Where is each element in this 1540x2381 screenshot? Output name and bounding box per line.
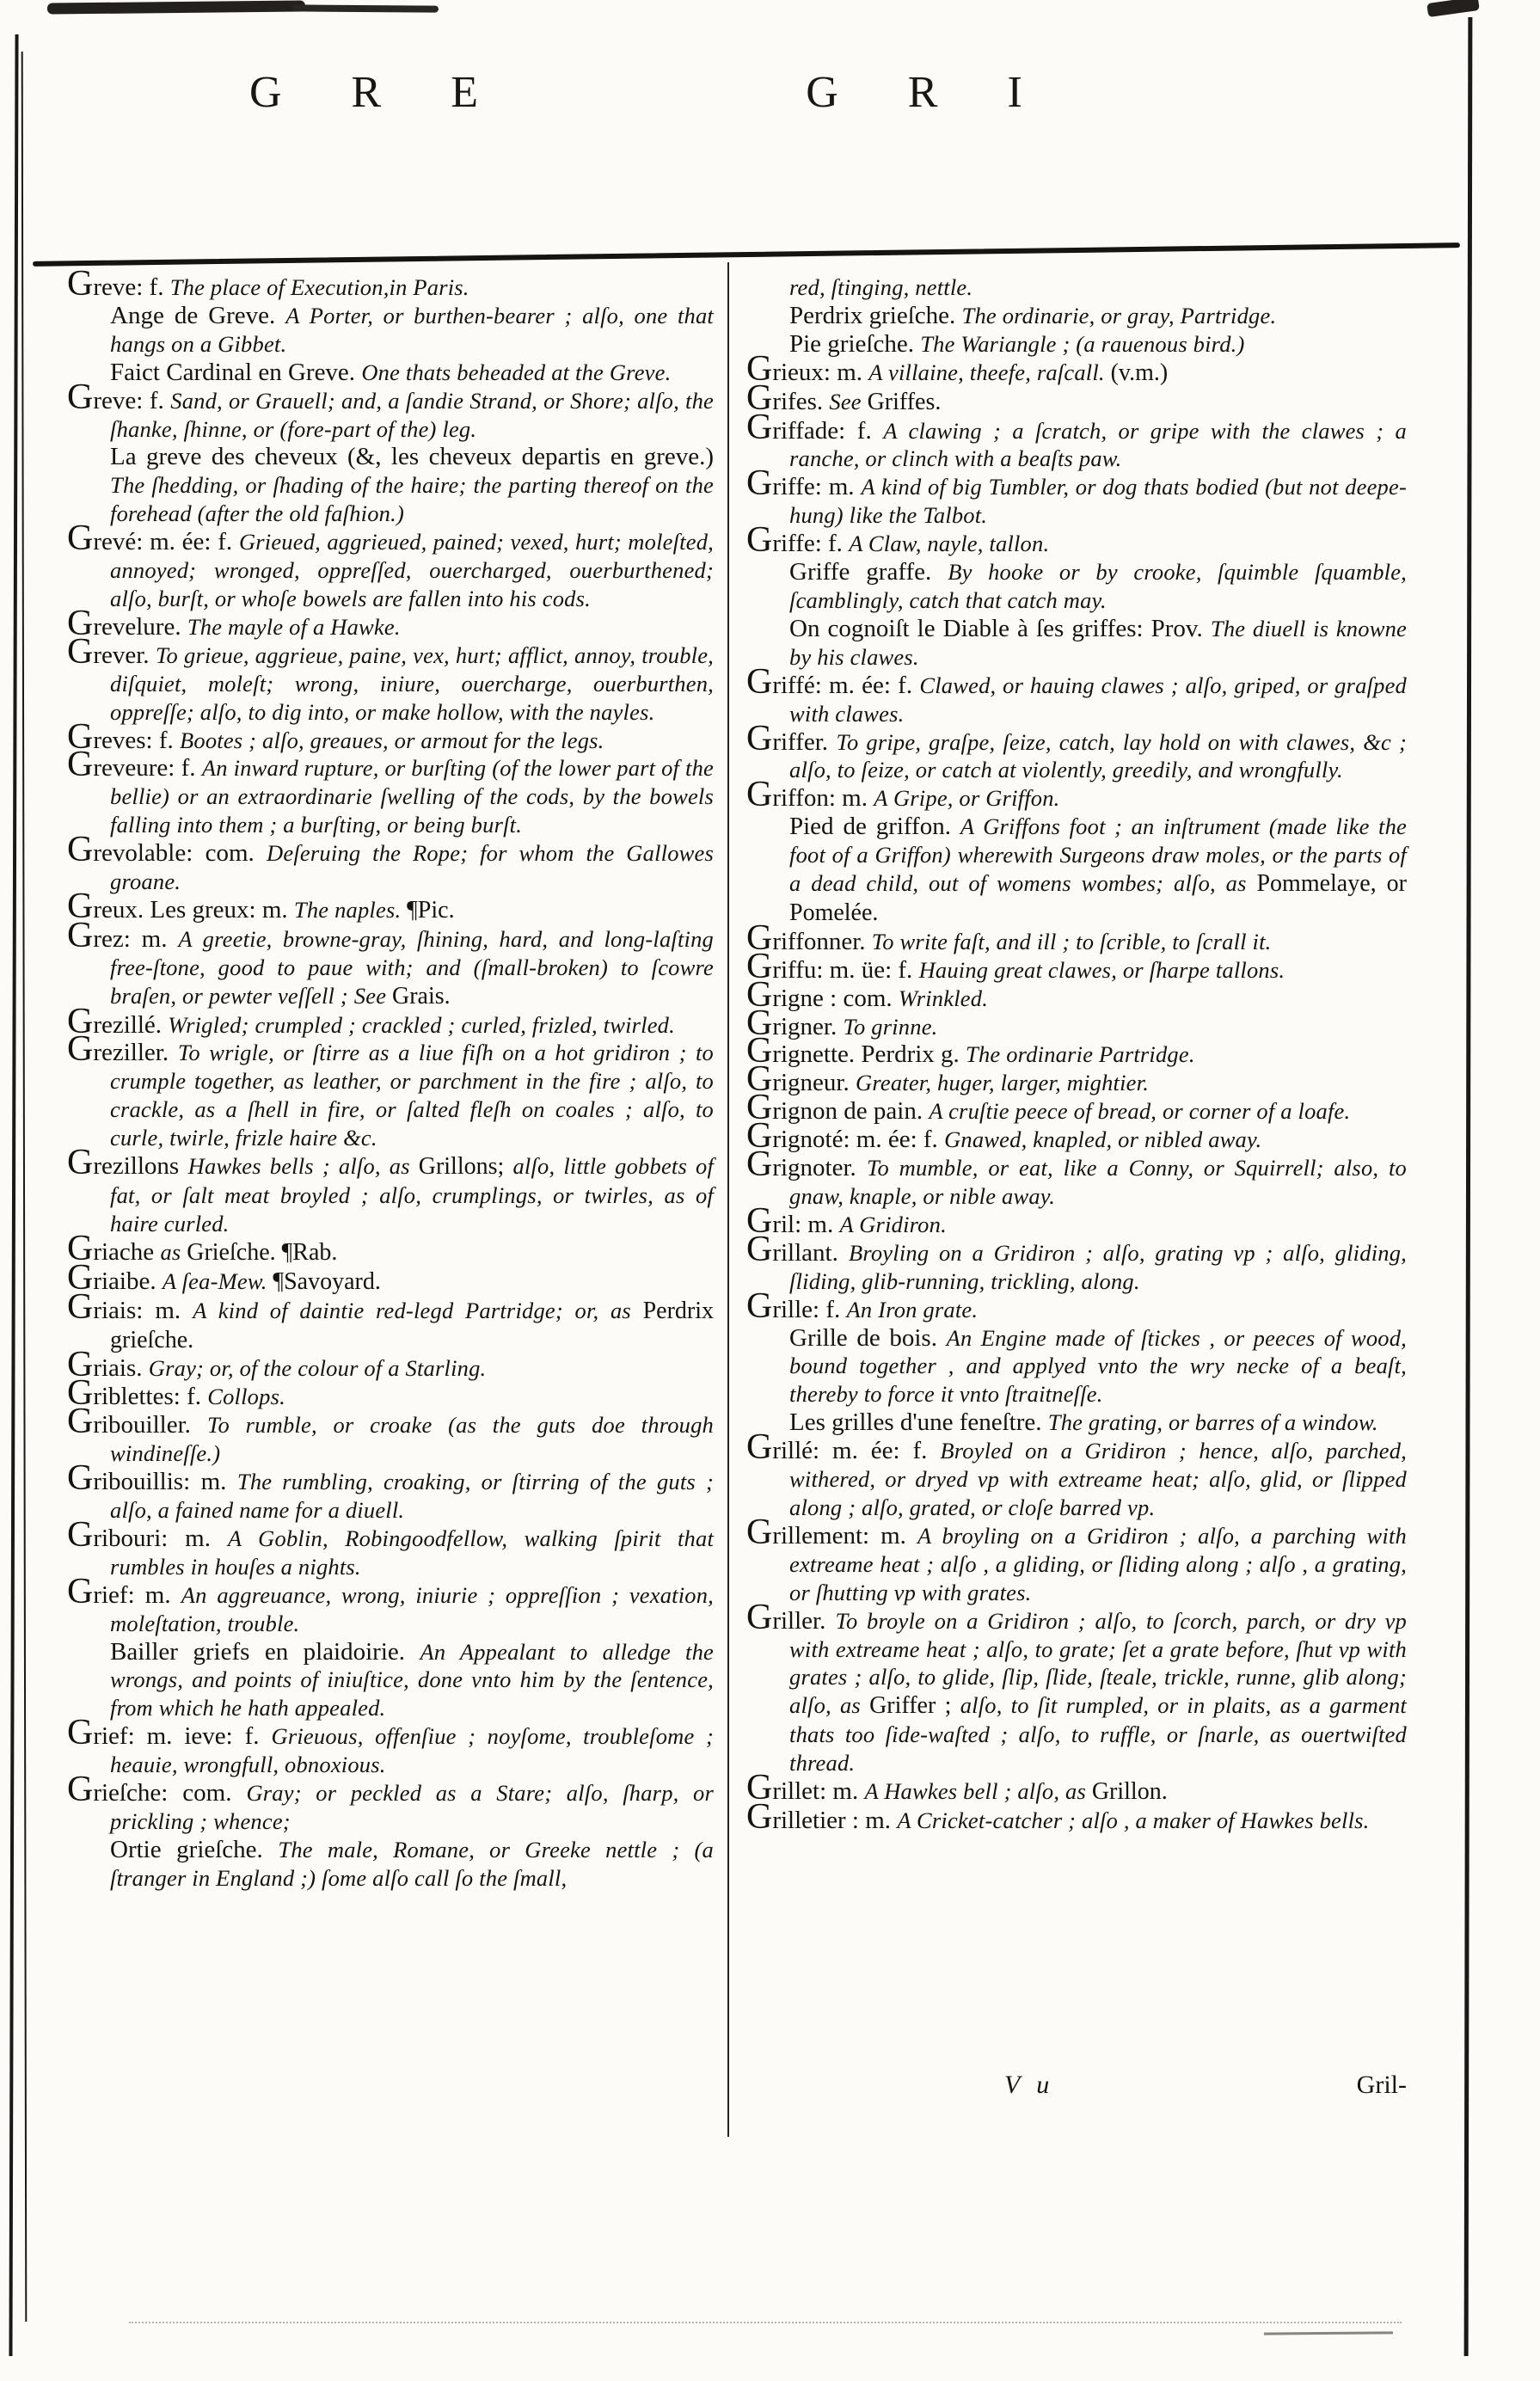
headword-initial: G xyxy=(67,1143,94,1183)
headword-initial: G xyxy=(67,519,94,559)
entry-headword: Grigneur. xyxy=(746,1059,856,1100)
headword-initial: G xyxy=(746,1597,773,1637)
headword-initial: G xyxy=(67,1029,94,1070)
entry-definition: ¶Pic. xyxy=(407,896,455,924)
headword-initial: G xyxy=(67,1286,94,1327)
entry-headword: Grevelure. xyxy=(67,603,187,643)
entry-definition: The diuell is knowne by his clawes. xyxy=(789,615,1407,670)
entry-headword: Griffade: f. xyxy=(746,407,884,447)
column-divider-rule xyxy=(727,262,729,2137)
dictionary-entry xyxy=(67,1514,715,1581)
entry-headword: Grezillé. xyxy=(67,1001,169,1041)
entry-definition: A Hawkes bell ; alſo, as xyxy=(864,1778,1092,1805)
headword-initial: G xyxy=(746,974,773,1015)
header-rule xyxy=(33,242,1460,267)
entry-definition: Griffes. xyxy=(867,388,942,415)
entry-definition: red, ſtinging, nettle. xyxy=(789,274,973,300)
entry-headword: Griller. xyxy=(746,1597,836,1637)
dictionary-entry xyxy=(67,1029,714,1152)
entry-headword: Griffe: f. xyxy=(746,520,850,561)
entry-headword: On cognoiſt le Diable à ſes griffes: Prov. xyxy=(789,614,1211,642)
entry-definition: Grieſche. ¶Rab. xyxy=(187,1238,338,1266)
entry-headword: Griais. xyxy=(67,1345,149,1385)
entry-headword: Grignette. Perdrix g. xyxy=(746,1031,966,1071)
dictionary-subentry xyxy=(746,813,1407,928)
entry-definition: An Appealant to alledge the wrongs, and points of iniuſtice, done vnto him by the ſentence, from which he hath appealed. xyxy=(110,1638,714,1721)
entry-definition: A Goblin, Robingoodfellow, walking ſpirit that rumbles in houſes a nights. xyxy=(110,1525,715,1580)
page-border-right xyxy=(1464,17,1473,2356)
entry-definition: (v.m.) xyxy=(1110,359,1169,386)
entry-definition: To broyle on a Gridiron ; alſo, to ſcorch, parch, or dry vp with extreame heat ; alſo, to grate; ſet a grate before, ſhut vp with grates ; alſo, to glide, ſlip, ſlide, ſteale, trickle, runne, glib along; alſo, as xyxy=(789,1607,1407,1719)
headword-initial: G xyxy=(67,1373,94,1414)
headword-initial: G xyxy=(67,264,94,304)
headword-initial: G xyxy=(746,348,773,389)
dictionary-subentry xyxy=(746,273,1407,302)
headword-initial: G xyxy=(746,1003,773,1043)
entry-definition: A cruſtie peece of bread, or corner of a loafe. xyxy=(929,1098,1351,1125)
dictionary-entry xyxy=(67,377,714,444)
entry-headword: Grignoté: m. ée: f. xyxy=(746,1116,945,1157)
entry-definition: A Porter, or burthen-bearer ; alſo, one that hangs on a Gibbet. xyxy=(110,302,714,357)
dictionary-entry xyxy=(67,264,714,304)
entry-definition: Grillon. xyxy=(1091,1778,1168,1806)
headword-initial: G xyxy=(746,1116,773,1157)
entry-definition: A Griffons foot ; an inſtrument (made like the foot of a Griffon) wherewith Surgeons draw moles, or the parts of a dead child, out of womens wombes; alſo, as xyxy=(789,813,1407,897)
dictionary-entry xyxy=(67,1345,714,1385)
headword-initial: G xyxy=(746,1768,773,1808)
dictionary-entry xyxy=(746,407,1407,474)
entry-definition: ¶Savoyard. xyxy=(273,1267,381,1295)
entry-headword: Grief: m. ieve: f. xyxy=(67,1713,272,1753)
entry-headword: Grilletier : m. xyxy=(746,1796,898,1837)
headword-initial: G xyxy=(746,946,773,986)
dictionary-entry xyxy=(746,1088,1407,1128)
entry-definition: Grieued, aggrieued, pained; vexed, hurt; moleſted, annoyed; wronged, oppreſſed, ouercharged, ouerburthened; alſo, burſt, or whoſe bowels are fallen into his cods. xyxy=(110,529,714,611)
dictionary-entry xyxy=(746,974,1407,1015)
entry-definition: The naples. xyxy=(293,896,408,923)
dictionary-entry xyxy=(67,1402,714,1468)
entry-definition: A greetie, browne-gray, ſhining, hard, and long-laſting free-ſtone, good to paue with; and (ſmall-broken) to ſcowre braſen, or pewter veſſell ; See xyxy=(110,925,715,1009)
entry-definition: The mayle of a Hawke. xyxy=(187,613,401,640)
dictionary-entry xyxy=(746,1116,1407,1157)
headword-initial: G xyxy=(67,830,94,870)
entry-headword: Perdrix grieſche. xyxy=(789,301,962,329)
entry-definition: To grieue, aggrieue, paine, vex, hurt; afflict, annoy, trouble, diſquiet, moleſt; wrong, iniure, ouercharge, ouerburthen, oppreſſe; alſo, to dig into, or make hollow, with the nayles. xyxy=(110,641,714,725)
headword-initial: G xyxy=(746,377,773,418)
entry-definition: A kind of big Tumbler, or dog thats bodied (but not deepe-hung) like the Talbot. xyxy=(789,474,1407,529)
scan-smudge xyxy=(1426,0,1480,17)
entry-headword: Grignoter. xyxy=(746,1144,867,1185)
entry-definition: To wrigle, or ſtirre as a liue fiſh on a hot gridiron ; to crumple together, as leather, or parchment in the fire ; alſo, to crackle, as a ſhell in fire, or ſalted fleſh on coales ; alſo, to curle, twirle, frizle haire &c. xyxy=(110,1040,714,1151)
entry-definition: Deſeruing the Rope; for whom the Gallowes groane. xyxy=(110,840,714,895)
entry-definition: A Claw, nayle, tallon. xyxy=(849,531,1050,557)
entry-definition: A Gridiron. xyxy=(839,1211,947,1237)
dictionary-entry xyxy=(67,1458,714,1525)
entry-definition: alſo, to ſit rumpled, or in plaits, as a garment thats too ſide-waſted ; alſo, to ruffle, or ſnarle, as ouertwiſted thread. xyxy=(789,1692,1407,1777)
scan-smudge xyxy=(292,4,439,12)
entry-headword: Grillement: m. xyxy=(746,1512,917,1552)
dictionary-entry xyxy=(67,830,714,896)
dictionary-entry xyxy=(746,1003,1407,1043)
entry-definition: By hooke or by crooke, ſquimble ſquamble, ſcamblingly, catch that catch may. xyxy=(789,559,1407,613)
entry-headword: Grillet: m. xyxy=(746,1768,865,1808)
headword-initial: G xyxy=(746,917,773,958)
entry-definition: The grating, or barres of a window. xyxy=(1047,1409,1378,1436)
dictionary-entry xyxy=(746,1229,1407,1296)
entry-headword: Ortie grieſche. xyxy=(110,1835,279,1863)
left-column xyxy=(67,264,715,1893)
entry-headword: Greve: f. xyxy=(67,377,171,417)
headword-initial: G xyxy=(746,520,773,561)
dictionary-subentry xyxy=(67,443,714,528)
headword-initial: G xyxy=(746,1286,773,1326)
headword-initial: G xyxy=(67,1571,94,1611)
headword-initial: G xyxy=(67,716,94,757)
entry-headword: Gribouri: m. xyxy=(67,1514,228,1555)
entry-definition: An Iron grate. xyxy=(846,1296,979,1322)
entry-definition: A broyling on a Gridiron ; alſo, a parching with extreame heat ; alſo , a gliding, or ſliding along ; alſo , a grating, or ſhutting vp with grates. xyxy=(789,1522,1407,1605)
dictionary-entry xyxy=(746,1512,1407,1607)
entry-headword: Griffu: m. üe: f. xyxy=(746,946,919,986)
headword-initial: G xyxy=(746,1059,773,1100)
entry-headword: Gribouillis: m. xyxy=(67,1458,237,1499)
headword-initial: G xyxy=(67,1514,94,1555)
entry-definition: A villaine, theefe, raſcall. xyxy=(868,359,1111,385)
entry-definition: Hawkes bells ; alſo, as xyxy=(187,1153,419,1180)
dictionary-entry xyxy=(746,520,1407,561)
entry-headword: Griffé: m. ée: f. xyxy=(746,661,920,702)
entry-definition: Clawed, or hauing clawes ; alſo, griped, or graſped with clawes. xyxy=(789,672,1408,727)
dictionary-subentry xyxy=(67,1638,714,1723)
dictionary-subentry xyxy=(746,330,1407,359)
entry-definition: alſo, little gobbets of fat, or ſalt meat broyled ; alſo, crumplings, or twirles, as of haire curled. xyxy=(110,1153,715,1237)
headword-initial: G xyxy=(746,1229,773,1269)
dictionary-entry xyxy=(67,745,714,839)
headword-initial: G xyxy=(746,463,773,504)
entry-definition: Grieuous, offenſiue ; noyſome, troubleſome ; heauie, wrongfull, obnoxious. xyxy=(110,1723,715,1778)
headword-initial: G xyxy=(746,661,773,702)
dictionary-entry xyxy=(67,1143,715,1238)
entry-headword: Griffe: m. xyxy=(746,463,862,504)
entry-definition: One thats beheaded at the Greve. xyxy=(361,359,672,385)
signature-mark: V u xyxy=(1004,2071,1055,2099)
entry-headword: Pie grieſche. xyxy=(789,329,921,358)
entry-headword: Grez: m. xyxy=(67,915,179,955)
dictionary-entry xyxy=(67,1228,714,1268)
entry-headword: Griffer. xyxy=(746,718,837,758)
entry-headword: Grevé: m. ée: f. xyxy=(67,519,239,559)
entry-definition: To write faſt, and ill ; to ſcrible, to ſcrall it. xyxy=(871,928,1272,954)
headword-initial: G xyxy=(746,407,773,447)
headword-initial: G xyxy=(746,1200,773,1241)
dictionary-entry xyxy=(67,1286,714,1355)
dictionary-subentry xyxy=(746,1324,1407,1409)
entry-definition: Gray; or, of the colour of a Starling. xyxy=(148,1355,487,1382)
dictionary-entry xyxy=(67,1713,715,1779)
entry-definition: Hauing great clawes, or ſharpe tallons. xyxy=(918,956,1285,983)
dictionary-entry xyxy=(67,1571,715,1638)
entry-headword: Grillé: m. ée: f. xyxy=(746,1427,941,1468)
running-head-right: G R I xyxy=(806,68,1052,117)
headword-initial: G xyxy=(746,1427,773,1468)
entry-headword: Greves: f. xyxy=(67,716,180,757)
entry-definition: The ordinarie Partridge. xyxy=(966,1041,1195,1068)
entry-definition: Wrinkled. xyxy=(898,985,989,1011)
entry-headword: Grifes. xyxy=(746,377,830,418)
right-column xyxy=(746,273,1407,1835)
headword-initial: G xyxy=(67,1713,94,1753)
catchword: Gril- xyxy=(1356,2071,1407,2099)
dictionary-subentry xyxy=(746,302,1407,330)
entry-definition: A Gripe, or Griffon. xyxy=(874,785,1060,812)
entry-headword: Grille de bois. xyxy=(789,1323,947,1352)
headword-initial: G xyxy=(67,603,94,643)
entry-definition: To gripe, graſpe, ſeize, catch, lay hold on with clawes, &c ; alſo, to ſeize, or catch at violently, greedily, and wrongfully. xyxy=(789,728,1407,783)
dictionary-entry xyxy=(746,1597,1407,1777)
running-head-left: G R E xyxy=(249,68,507,117)
entry-definition: Griffer ; xyxy=(869,1692,960,1720)
entry-headword: Griache xyxy=(67,1228,161,1268)
dictionary-entry xyxy=(746,1144,1407,1211)
dictionary-entry xyxy=(746,1796,1407,1837)
entry-definition: Broyling on a Gridiron ; alſo, grating vp ; alſo, gliding, ſliding, glib-running, trickling, along. xyxy=(789,1239,1407,1294)
dictionary-entry xyxy=(746,1031,1407,1071)
entry-headword: Greux. Les greux: m. xyxy=(67,886,294,926)
headword-initial: G xyxy=(67,1228,94,1268)
entry-definition: A clawing ; a ſcratch, or gripe with the clawes ; a ranche, or clinch with a beaſts paw. xyxy=(789,417,1407,472)
dictionary-entry xyxy=(746,718,1407,785)
entry-definition: Sand, or Grauell; and, a ſandie Strand, or Shore; alſo, the ſhanke, ſhinne, or (fore-part of the) leg. xyxy=(110,387,714,442)
entry-headword: Grille: f. xyxy=(746,1286,847,1326)
entry-definition: as xyxy=(160,1238,187,1265)
dictionary-entry xyxy=(67,886,714,926)
dictionary-entry xyxy=(67,1001,714,1041)
entry-headword: Griffe graffe. xyxy=(789,558,948,586)
entry-definition: The male, Romane, or Greeke nettle ; (a ſtranger in England ;) ſome alſo call ſo the ſmall, xyxy=(110,1836,714,1891)
dictionary-entry xyxy=(746,463,1407,530)
dictionary-entry xyxy=(746,1768,1407,1808)
entry-definition: To grinne. xyxy=(843,1013,938,1040)
headword-initial: G xyxy=(746,1796,773,1837)
headword-initial: G xyxy=(67,1257,94,1298)
headword-initial: G xyxy=(67,1458,94,1499)
headword-initial: G xyxy=(67,1001,94,1041)
entry-headword: Grigne : com. xyxy=(746,974,899,1015)
entry-headword: Grignon de pain. xyxy=(746,1088,930,1128)
entry-definition: A Cricket-catcher ; alſo , a maker of Hawkes bells. xyxy=(897,1807,1370,1833)
dictionary-subentry xyxy=(746,1408,1407,1437)
entry-definition: Gnawed, knapled, or nibled away. xyxy=(944,1126,1262,1153)
entry-definition: An inward rupture, or burſting (of the lower part of the bellie) or an extraordinarie ſwelling of the cods, by the bowels falling into them ; a burſting, or being burſt. xyxy=(110,755,714,838)
headword-initial: G xyxy=(746,1088,773,1128)
dictionary-entry xyxy=(746,661,1408,728)
entry-headword: Grillant. xyxy=(746,1229,849,1269)
scan-smudge xyxy=(47,0,305,14)
entry-headword: Griaibe. xyxy=(67,1257,163,1298)
entry-definition: To mumble, or eat, like a Conny, or Squirrell; also, to gnaw, knaple, or nible away. xyxy=(789,1155,1407,1209)
headword-initial: G xyxy=(67,915,94,955)
dictionary-entry xyxy=(67,716,714,757)
entry-headword: Griffonner. xyxy=(746,917,872,958)
entry-definition: An Engine made of ſtickes , or peeces of wood, bound together , and applyed vnto the wry necke of a beaſt, thereby to force it vnto ſtraitneſſe. xyxy=(789,1324,1408,1408)
dictionary-entry xyxy=(746,946,1407,986)
entry-headword: La greve des cheveux (&, les cheveux departis en greve.) xyxy=(110,443,714,471)
entry-headword: Les grilles d'une feneſtre. xyxy=(789,1408,1048,1437)
entry-headword: Griblettes: f. xyxy=(67,1373,208,1414)
entry-headword: Bailler griefs en plaidoirie. xyxy=(110,1637,420,1666)
entry-definition: An aggreuance, wrong, iniurie ; oppreſſion ; vexation, moleſtation, trouble. xyxy=(110,1581,715,1636)
scan-artifact-bottom-dots xyxy=(129,2322,1402,2323)
entry-headword: Grezillons xyxy=(67,1143,188,1183)
dictionary-entry xyxy=(67,631,714,727)
entry-definition: The ſhedding, or ſhading of the haire; the parting thereof on the forehead (after the old faſhion.) xyxy=(110,472,714,527)
dictionary-entry xyxy=(67,603,714,643)
entry-definition: Wrigled; crumpled ; crackled ; curled, frizled, twirled. xyxy=(168,1011,675,1038)
dictionary-entry xyxy=(67,519,714,613)
entry-headword: Pied de griffon. xyxy=(789,813,960,841)
entry-definition: Bootes ; alſo, greaues, or armout for the legs. xyxy=(180,727,604,753)
entry-definition: Broyled on a Gridiron ; hence, alſo, parched, withered, or dryed vp with extreame heat; alſo, glid, or ſlipped along ; alſo, grated, or cloſe barred vp. xyxy=(789,1438,1407,1520)
entry-headword: Grevolable: com. xyxy=(67,830,267,870)
headword-initial: G xyxy=(746,718,773,758)
dictionary-entry xyxy=(67,915,715,1011)
headword-initial: G xyxy=(67,1345,94,1385)
entry-definition: A ſea-Mew. xyxy=(162,1267,273,1294)
dictionary-entry xyxy=(746,775,1407,815)
entry-headword: Grieſche: com. xyxy=(67,1770,247,1810)
dictionary-entry xyxy=(67,1373,714,1414)
entry-definition: To rumble, or croake (as the guts doe through windineſſe.) xyxy=(110,1412,714,1467)
entry-headword: Gril: m. xyxy=(746,1200,840,1241)
entry-headword: Grigner. xyxy=(746,1003,844,1043)
entry-headword: Grief: m. xyxy=(67,1571,181,1611)
signature-row xyxy=(746,2071,1407,2100)
entry-headword: Grever. xyxy=(67,631,156,672)
entry-definition: Grais. xyxy=(391,982,451,1009)
dictionary-entry xyxy=(67,1770,714,1836)
headword-initial: G xyxy=(746,1031,773,1071)
dictionary-subentry xyxy=(67,302,714,359)
dictionary-entry xyxy=(746,377,1407,418)
entry-definition: Collops. xyxy=(207,1384,285,1410)
entry-headword: Griffon: m. xyxy=(746,775,874,815)
headword-initial: G xyxy=(746,1144,773,1185)
page-border-left-outer xyxy=(9,34,18,2356)
scan-artifact-bottom-dash xyxy=(1264,2331,1393,2335)
entry-headword: Grieux: m. xyxy=(746,348,869,389)
headword-initial: G xyxy=(67,631,94,672)
entry-headword: Ange de Greve. xyxy=(110,301,286,329)
entry-definition: A kind of daintie red-legd Partridge; or, as xyxy=(193,1297,643,1323)
entry-definition: The ordinarie, or gray, Partridge. xyxy=(961,302,1277,328)
entry-definition: The Wariangle ; (a rauenous bird.) xyxy=(920,330,1245,357)
entry-headword: Greziller. xyxy=(67,1029,178,1070)
dictionary-entry xyxy=(67,1257,714,1298)
headword-initial: G xyxy=(746,775,773,815)
dictionary-entry xyxy=(746,1286,1407,1326)
headword-initial: G xyxy=(67,745,94,785)
entry-headword: Greveure: f. xyxy=(67,745,202,785)
headword-initial: G xyxy=(67,886,94,926)
entry-headword: Griais: m. xyxy=(67,1286,193,1327)
dictionary-entry xyxy=(746,1200,1407,1241)
entry-definition: The place of Execution,in Paris. xyxy=(169,274,469,300)
dictionary-entry xyxy=(746,1427,1407,1522)
dictionary-subentry xyxy=(67,359,714,387)
headword-initial: G xyxy=(67,377,94,417)
dictionary-entry xyxy=(746,917,1407,958)
dictionary-entry xyxy=(746,1059,1407,1100)
headword-initial: G xyxy=(67,1402,94,1442)
page-border-left-inner xyxy=(21,52,28,2322)
dictionary-entry xyxy=(746,348,1407,389)
dictionary-subentry xyxy=(746,615,1407,672)
dictionary-subentry xyxy=(746,558,1407,615)
entry-definition: Gray; or peckled as a Stare; alſo, ſharp, or prickling ; whence; xyxy=(110,1780,714,1834)
entry-definition: Pommelaye, or Pomelée. xyxy=(789,870,1407,926)
entry-headword: Faict Cardinal en Greve. xyxy=(110,358,362,386)
entry-definition: Grillons; xyxy=(418,1153,513,1181)
dictionary-subentry xyxy=(67,1836,714,1893)
entry-headword: Greve: f. xyxy=(67,264,170,304)
entry-definition: See xyxy=(829,388,868,414)
headword-initial: G xyxy=(746,1512,773,1552)
entry-headword: Gribouiller. xyxy=(67,1402,208,1442)
headword-initial: G xyxy=(67,1770,94,1810)
entry-definition: Perdrix grieſche. xyxy=(110,1297,714,1353)
entry-definition: The rumbling, croaking, or ſtirring of the guts ; alſo, a fained name for a diuell. xyxy=(110,1469,714,1523)
entry-definition: Greater, huger, larger, mightier. xyxy=(856,1070,1150,1096)
